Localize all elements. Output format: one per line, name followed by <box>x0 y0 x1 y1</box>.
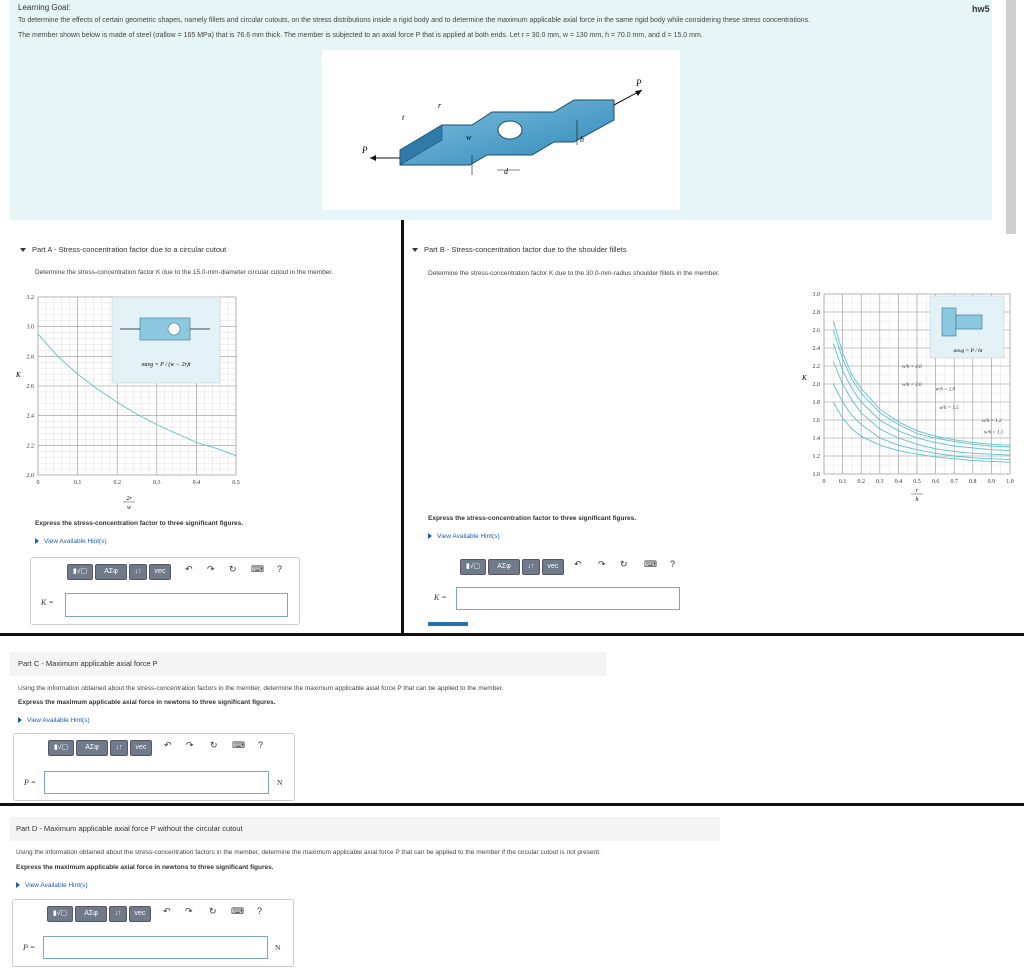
goal-text: To determine the effects of certain geometric shapes, namely fillets and circular cutouts, on the stress distributions inside a rigid body and to determine the maximum applicable axial force in the same rigid body while considering these stress concentrations. <box>18 17 811 24</box>
hint-label: View Available Hint(s) <box>25 882 88 889</box>
y-tick-label: 2.8 <box>26 354 34 361</box>
x-tick-label: 0.4 <box>192 480 201 486</box>
part-d-hint-link[interactable] <box>16 882 88 889</box>
part-d-instruction: Express the maximum applicable axial force in newtons to three significant figures. <box>16 864 274 871</box>
expand-arrow-icon <box>35 538 39 544</box>
x-tick-label: 0.3 <box>153 480 161 486</box>
part-d-answer-box <box>12 899 294 967</box>
y-tick-label: 2.4 <box>26 413 34 420</box>
member-figure <box>322 50 680 210</box>
collapse-arrow-icon[interactable] <box>412 248 418 252</box>
y-tick-label: 1.2 <box>812 454 820 460</box>
curve-label: w/h = 3.0 <box>902 382 922 388</box>
arrows-button[interactable]: ↓↑ <box>522 559 540 575</box>
x-tick-label: 0 <box>36 480 40 486</box>
figure-label-p-right: P <box>636 78 642 88</box>
inset-plate-wide <box>942 308 956 336</box>
vector-button[interactable]: vec <box>149 564 171 580</box>
x-axis-label-numerator: r <box>915 488 919 494</box>
help-icon[interactable]: ? <box>277 564 283 574</box>
part-c-unit: N <box>277 778 283 787</box>
column-divider <box>401 220 404 636</box>
y-tick-label: 3.0 <box>26 324 34 331</box>
inset-formula: σavg = P / ht <box>953 348 983 354</box>
hint-label: View Available Hint(s) <box>44 538 107 545</box>
figure-label-t: t <box>402 113 405 122</box>
x-tick-label: 0.8 <box>969 479 977 485</box>
y-tick-label: 1.8 <box>812 400 820 406</box>
part-d-unit: N <box>275 943 281 952</box>
expand-arrow-icon <box>16 882 20 888</box>
reset-icon[interactable]: ↻ <box>620 559 628 569</box>
learning-goal-title: Learning Goal: <box>18 3 71 12</box>
figure-label-p-left: P <box>362 145 368 155</box>
undo-icon[interactable]: ↶ <box>163 906 171 916</box>
x-tick-label: 0.2 <box>857 479 865 485</box>
part-a-chart <box>12 288 248 514</box>
scrollbar[interactable] <box>1006 0 1016 234</box>
answer-label: K = <box>434 593 447 602</box>
templates-button[interactable]: ▮√▢ <box>460 559 486 575</box>
undo-icon[interactable]: ↶ <box>164 740 172 750</box>
arrows-button[interactable]: ↓↑ <box>129 564 147 580</box>
part-a-instruction: Express the stress-concentration factor to three significant figures. <box>35 520 244 527</box>
vector-button[interactable]: vec <box>130 740 152 756</box>
y-tick-label: 2.4 <box>812 346 820 352</box>
part-a-header[interactable] <box>20 245 226 254</box>
help-icon[interactable]: ? <box>670 559 676 569</box>
keyboard-icon[interactable]: ⌨ <box>231 906 244 916</box>
y-tick-label: 3.2 <box>26 295 34 301</box>
reset-icon[interactable]: ↻ <box>229 564 237 574</box>
curve-label: w/h = 1.2 <box>982 418 1002 424</box>
part-b-chart <box>790 288 1020 508</box>
answer-label: P = <box>23 943 36 952</box>
templates-button[interactable]: ▮√▢ <box>48 740 74 756</box>
part-c-hint-link[interactable] <box>18 717 90 724</box>
part-b-title: Part B - Stress-concentration factor due to the shoulder fillets <box>424 245 627 254</box>
vector-button[interactable]: vec <box>542 559 564 575</box>
x-tick-label: 0.1 <box>73 480 82 486</box>
answer-label: K = <box>41 598 54 607</box>
inset-hole <box>168 323 180 335</box>
templates-button[interactable]: ▮√▢ <box>47 906 73 922</box>
vector-button[interactable]: vec <box>129 906 151 922</box>
y-axis-label: K <box>802 374 807 382</box>
y-tick-label: 1.0 <box>812 472 820 478</box>
section-divider <box>0 633 1024 636</box>
x-axis-label-numerator: 2r <box>126 496 132 502</box>
undo-icon[interactable]: ↶ <box>185 564 193 574</box>
inset-plate-narrow <box>956 315 982 329</box>
curve-label: w/h = 1.5 <box>939 406 959 412</box>
x-tick-label: 0.3 <box>876 479 884 485</box>
part-c-title: Part C - Maximum applicable axial force P <box>18 659 158 668</box>
part-a-title: Part A - Stress-concentration factor due to a circular cutout <box>32 245 227 254</box>
curve-label: w/h = 4.0 <box>902 364 922 370</box>
y-tick-label: 2.8 <box>812 310 820 316</box>
greek-symbols-button[interactable]: AΣφ <box>75 906 107 922</box>
part-c-prompt: Using the information obtained about the stress-concentration factors in the member, determine the maximum applicable axial force P that can be applied to the member. <box>18 685 504 692</box>
redo-icon[interactable]: ↷ <box>185 906 193 916</box>
x-tick-label: 0.9 <box>987 479 996 485</box>
y-tick-label: 1.6 <box>812 418 820 424</box>
part-b-hint-link[interactable] <box>428 533 500 540</box>
answer-label: P = <box>24 778 37 787</box>
submit-progress <box>428 622 468 626</box>
part-d-prompt: Using the information obtained about the stress-concentration factors in the member, determine the maximum applicable axial force P that can be applied to the member if the circular cutout is not present. <box>16 849 601 856</box>
curve-label: w/h = 1.1 <box>983 430 1004 436</box>
x-axis-label-denominator: h <box>915 497 919 503</box>
x-tick-label: 0 <box>822 479 826 485</box>
y-tick-label: 3.0 <box>812 292 820 298</box>
collapse-arrow-icon[interactable] <box>20 248 26 252</box>
y-tick-label: 2.6 <box>812 328 820 334</box>
figure-label-w: w <box>466 133 472 142</box>
y-tick-label: 2.0 <box>812 382 820 388</box>
section-divider <box>0 803 1024 806</box>
greek-symbols-button[interactable]: AΣφ <box>95 564 127 580</box>
greek-symbols-button[interactable]: AΣφ <box>76 740 108 756</box>
curve-label: w/h = 2.0 <box>935 387 955 393</box>
y-tick-label: 2.2 <box>26 443 34 450</box>
x-tick-label: 0.5 <box>913 479 921 485</box>
part-a-answer-box <box>30 557 300 625</box>
keyboard-icon[interactable]: ⌨ <box>644 559 657 569</box>
hint-label: View Available Hint(s) <box>27 717 90 724</box>
part-b-instruction: Express the stress-concentration factor to three significant figures. <box>428 515 637 522</box>
part-b-answer-input[interactable] <box>456 587 680 610</box>
part-b-header[interactable] <box>412 245 627 254</box>
reset-icon[interactable]: ↻ <box>209 906 217 916</box>
hint-label: View Available Hint(s) <box>437 533 500 540</box>
part-b-answer-box <box>424 553 696 619</box>
x-tick-label: 0.7 <box>950 479 958 485</box>
keyboard-icon[interactable]: ⌨ <box>251 564 264 574</box>
keyboard-icon[interactable]: ⌨ <box>232 740 245 750</box>
arrows-button[interactable]: ↓↑ <box>109 906 127 922</box>
x-tick-label: 0.2 <box>113 480 121 486</box>
x-axis-label-denominator: w <box>126 505 132 511</box>
x-tick-label: 1.0 <box>1006 479 1014 485</box>
figure-label-h: h <box>580 135 584 144</box>
x-tick-label: 0.5 <box>232 480 240 486</box>
part-a-prompt: Determine the stress-concentration factor K due to the 15.0-mm-diameter circular cutout in the member. <box>35 269 334 276</box>
expand-arrow-icon <box>18 717 22 723</box>
undo-icon[interactable]: ↶ <box>574 559 582 569</box>
inset-plate <box>140 318 190 340</box>
part-a-answer-input[interactable] <box>65 593 288 617</box>
redo-icon[interactable]: ↷ <box>186 740 194 750</box>
part-d-header[interactable] <box>10 817 720 841</box>
part-c-answer-box <box>13 733 295 801</box>
part-a-hint-link[interactable] <box>35 538 107 545</box>
part-d-answer-input[interactable] <box>43 936 268 959</box>
help-icon[interactable]: ? <box>258 740 264 750</box>
x-tick-label: 0.6 <box>931 479 940 485</box>
assignment-name: hw5 <box>972 4 990 14</box>
x-tick-label: 0.1 <box>838 479 847 485</box>
y-tick-label: 2.6 <box>26 384 34 390</box>
y-tick-label: 1.4 <box>812 436 820 442</box>
part-c-instruction: Express the maximum applicable axial force in newtons to three significant figures. <box>18 699 276 706</box>
x-tick-label: 0.4 <box>894 479 903 485</box>
y-tick-label: 2.0 <box>26 473 34 479</box>
expand-arrow-icon <box>428 533 432 539</box>
inset-formula: σavg = P / (w − 2r)t <box>141 362 191 368</box>
part-c-header[interactable] <box>10 652 606 676</box>
redo-icon[interactable]: ↷ <box>207 564 215 574</box>
templates-button[interactable]: ▮√▢ <box>67 564 93 580</box>
part-c-answer-input[interactable] <box>44 771 269 794</box>
arrows-button[interactable]: ↓↑ <box>110 740 128 756</box>
redo-icon[interactable]: ↷ <box>598 559 606 569</box>
y-tick-label: 2.2 <box>812 364 820 370</box>
reset-icon[interactable]: ↻ <box>210 740 218 750</box>
figure-label-r: r <box>438 101 442 110</box>
greek-symbols-button[interactable]: AΣφ <box>488 559 520 575</box>
part-b-prompt: Determine the stress-concentration factor K due to the 30.0-mm-radius shoulder fillets in the member. <box>428 270 720 277</box>
part-d-title: Part D - Maximum applicable axial force P without the circular cutout <box>16 824 243 833</box>
problem-text: The member shown below is made of steel (σallow = 165 MPa) that is 76.6 mm thick. The member is subjected to an axial force P that is applied at both ends. Let r = 30.0 mm, w = 130 mm, h = 70.0 mm, and d = 15.0 mm. <box>18 32 703 39</box>
help-icon[interactable]: ? <box>257 906 263 916</box>
y-axis-label: K <box>16 371 21 379</box>
figure-label-d: d <box>504 167 508 176</box>
